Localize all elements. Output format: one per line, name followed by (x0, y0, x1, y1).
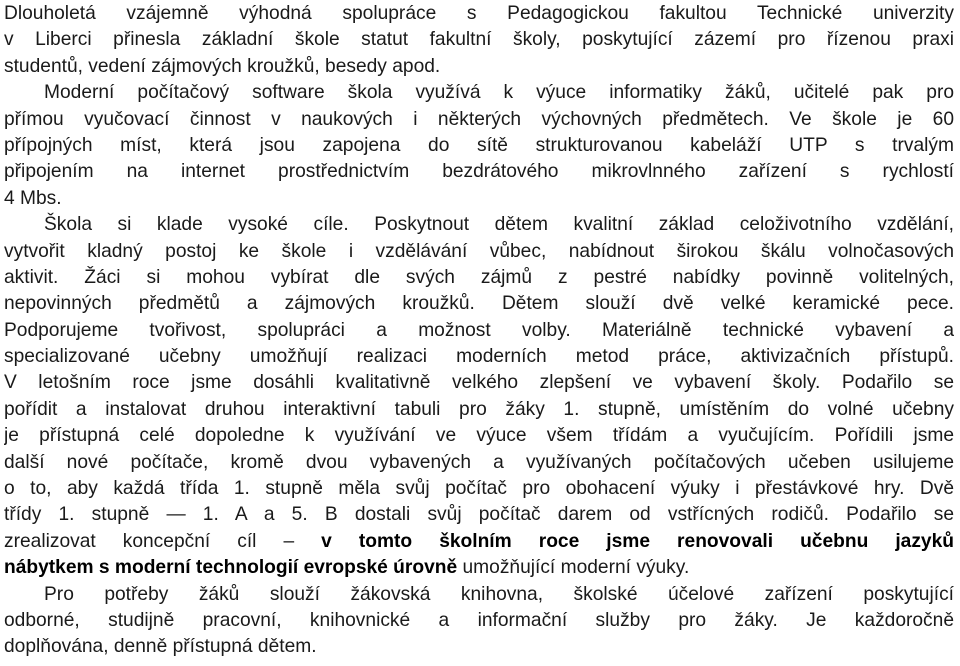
text-line: další nové počítače, kromě dvou vybavených a využívaných počítačových učeben usilujeme (4, 451, 954, 473)
text-line: doplňována, denně přístupná dětem. (4, 636, 317, 658)
text-line: pořídit a instalovat druhou interaktivní tabuli pro žáky 1. stupně, umístěním do volné učebny (4, 398, 954, 420)
text-line: Škola si klade vysoké cíle. Poskytnout dětem kvalitní základ celoživotního vzdělání, (44, 214, 954, 236)
bold-text-run: v tomto školním roce jsme renovovali učebnu jazyků (321, 530, 954, 552)
text-line-bold-1 (4, 529, 954, 555)
paragraph-block (4, 1, 954, 529)
paragraph-block (4, 582, 954, 661)
text-line: Dlouholetá vzájemně výhodná spolupráce s Pedagogickou fakultou Technické univerzity (4, 3, 954, 24)
text-line: vytvořit kladný postoj ke škole i vzdělávání vůbec, nabídnout širokou škálu volnočasových (4, 240, 954, 262)
document-page (4, 1, 954, 661)
text-line: V letošním roce jsme dosáhli kvalitativně velkého zlepšení ve vybavení školy. Podařilo se (4, 372, 954, 394)
text-line: nepovinných předmětů a zájmových kroužků. Dětem slouží dvě velké keramické pece. (4, 293, 954, 315)
bold-text-run: nábytkem s moderní technologií evropské úrovně (4, 557, 458, 579)
text-line: Podporujeme tvořivost, spolupráci a možnost volby. Materiálně technické vybavení a (4, 319, 954, 341)
text-line: přípojných míst, která jsou zapojena do sítě strukturovanou kabeláží UTP s trvalým (4, 134, 954, 156)
text-line: Moderní počítačový software škola využívá k výuce informatiky žáků, učitelé pak pro (44, 82, 954, 104)
text-run: umožňující moderní výuky. (457, 557, 690, 579)
text-line-bold-2 (4, 555, 954, 581)
text-run: zrealizovat koncepční cíl – (4, 530, 322, 552)
text-line: Pro potřeby žáků slouží žákovská knihovna, školské účelové zařízení poskytující (44, 583, 954, 605)
text-line: připojením na internet prostřednictvím bezdrátového mikrovlnného zařízení s rychlostí (4, 161, 954, 183)
text-line: třídy 1. stupně — 1. A a 5. B dostali svůj počítač darem od vstřícných rodičů. Podařilo se (4, 504, 954, 526)
text-line: přímou vyučovací činnost v naukových i některých výchovných předmětech. Ve škole je 60 (4, 108, 954, 130)
text-line: 4 Mbs. (4, 187, 62, 209)
text-line: aktivit. Žáci si mohou vybírat dle svých zájmů z pestré nabídky povinně volitelných, (4, 266, 954, 288)
text-line: je přístupná celé dopoledne k využívání ve výuce všem třídám a vyučujícím. Pořídili jsme (4, 425, 954, 447)
text-line: odborné, studijně pracovní, knihovnické a informační služby pro žáky. Je každoročně (4, 609, 954, 631)
text-line: studentů, vedení zájmových kroužků, besedy apod. (4, 55, 441, 77)
text-line: o to, aby každá třída 1. stupně měla svůj počítač pro obohacení výuky i přestávkové hry. Dvě (4, 478, 954, 500)
text-line: v Liberci přinesla základní škole statut fakultní školy, poskytující zázemí pro řízenou praxi (4, 29, 954, 51)
text-line: specializované učebny umožňují realizaci moderních metod práce, aktivizačních přístupů. (4, 346, 954, 368)
